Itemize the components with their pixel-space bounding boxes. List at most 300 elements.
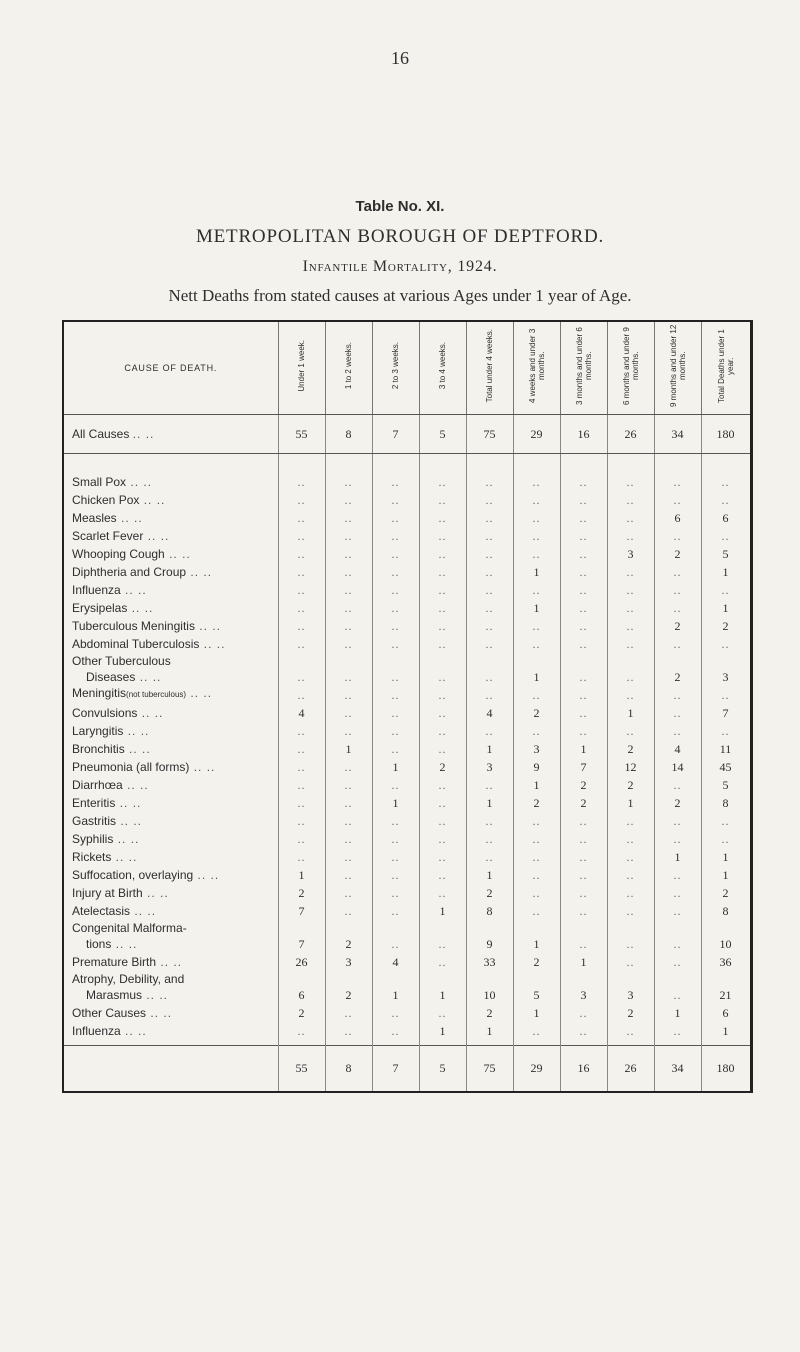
cell: 2	[560, 793, 607, 811]
cell: 2	[466, 1003, 513, 1021]
cell: ..	[372, 1003, 419, 1021]
cell: ..	[607, 847, 654, 865]
cell: 180	[701, 415, 751, 454]
cell: ..	[701, 634, 751, 652]
cell: ..	[325, 721, 372, 739]
cell: ..	[419, 580, 466, 598]
cell: ..	[701, 526, 751, 544]
table-row	[63, 865, 751, 883]
cell: ..	[325, 490, 372, 508]
cell: ..	[325, 580, 372, 598]
table-row	[63, 721, 751, 739]
cell: 1	[560, 739, 607, 757]
cell: ..	[419, 616, 466, 634]
row-label: Enteritis .. ..	[63, 793, 278, 811]
cell: ..	[466, 652, 513, 685]
cell: 12	[607, 757, 654, 775]
cell: ..	[372, 616, 419, 634]
table-row	[63, 685, 751, 703]
cell: ..	[654, 562, 701, 580]
cell: ..	[607, 829, 654, 847]
document-subtitle: Infantile Mortality, 1924.	[302, 258, 498, 275]
row-label: Abdominal Tuberculosis .. ..	[63, 634, 278, 652]
total-cell: 5	[419, 1046, 466, 1093]
cell: ..	[560, 685, 607, 703]
cell: ..	[654, 703, 701, 721]
cell: ..	[278, 652, 325, 685]
cell: 1	[278, 865, 325, 883]
cell: ..	[607, 580, 654, 598]
cell: 7	[701, 703, 751, 721]
total-cell: 180	[701, 1046, 751, 1093]
cell: ..	[654, 721, 701, 739]
row-label: Rickets .. ..	[63, 847, 278, 865]
cell: 1	[325, 739, 372, 757]
cell: ..	[372, 775, 419, 793]
row-label: Small Pox .. ..	[63, 472, 278, 490]
page-number: 16	[391, 48, 409, 68]
cell: ..	[372, 634, 419, 652]
cell: 1	[466, 793, 513, 811]
cell: ..	[513, 490, 560, 508]
cell: 3	[560, 970, 607, 1003]
row-label: Congenital Malforma- tions .. ..	[63, 919, 278, 952]
table-row	[63, 580, 751, 598]
cell: ..	[701, 829, 751, 847]
cell: ..	[560, 1003, 607, 1021]
cell: ..	[372, 865, 419, 883]
cell: 2	[560, 775, 607, 793]
cell: ..	[372, 721, 419, 739]
cell: 1	[513, 775, 560, 793]
cell: ..	[419, 562, 466, 580]
cell: ..	[419, 847, 466, 865]
cell: 2	[654, 544, 701, 562]
cell: ..	[372, 739, 419, 757]
cell: ..	[701, 472, 751, 490]
cell: ..	[654, 919, 701, 952]
table-row	[63, 526, 751, 544]
cell: 5	[513, 970, 560, 1003]
cell: ..	[654, 901, 701, 919]
cell: ..	[466, 847, 513, 865]
cell: ..	[372, 598, 419, 616]
cell: ..	[325, 811, 372, 829]
row-label: Syphilis .. ..	[63, 829, 278, 847]
cell: ..	[513, 685, 560, 703]
cell: ..	[654, 526, 701, 544]
cell: ..	[560, 544, 607, 562]
cell: ..	[278, 562, 325, 580]
total-cell: 26	[607, 1046, 654, 1093]
cell: ..	[513, 1021, 560, 1039]
row-label: Diphtheria and Croup .. ..	[63, 562, 278, 580]
cell: ..	[560, 1021, 607, 1039]
cell: ..	[419, 775, 466, 793]
cell: ..	[419, 793, 466, 811]
cell: 2	[701, 616, 751, 634]
cell: ..	[325, 1003, 372, 1021]
cell: ..	[325, 1021, 372, 1039]
cell: 2	[513, 793, 560, 811]
cell: 5	[419, 415, 466, 454]
cell: ..	[607, 952, 654, 970]
cell: 3	[466, 757, 513, 775]
row-label: Influenza .. ..	[63, 1021, 278, 1039]
table-row	[63, 472, 751, 490]
cell: ..	[278, 829, 325, 847]
cell: ..	[654, 580, 701, 598]
column-header: 3 months and under 6 months.	[560, 321, 607, 415]
cell: ..	[560, 721, 607, 739]
cell: 2	[607, 739, 654, 757]
cell: ..	[466, 580, 513, 598]
cell: 8	[325, 415, 372, 454]
cell: 2	[513, 952, 560, 970]
cell: ..	[701, 685, 751, 703]
cell: ..	[513, 865, 560, 883]
cell: ..	[325, 703, 372, 721]
table-row	[63, 793, 751, 811]
cell: ..	[419, 598, 466, 616]
cell: ..	[419, 508, 466, 526]
column-header: 2 to 3 weeks.	[372, 321, 419, 415]
cell: ..	[419, 544, 466, 562]
cell: 2	[419, 757, 466, 775]
cell: ..	[372, 883, 419, 901]
table-row	[63, 919, 751, 952]
cell: ..	[325, 544, 372, 562]
cell: ..	[372, 685, 419, 703]
cell: 14	[654, 757, 701, 775]
column-header: Under 1 week.	[278, 321, 325, 415]
cell: ..	[513, 472, 560, 490]
table-row	[63, 970, 751, 1003]
cell: 2	[654, 793, 701, 811]
cell: ..	[278, 508, 325, 526]
cell: 2	[654, 652, 701, 685]
cell: ..	[513, 901, 560, 919]
cell: ..	[654, 970, 701, 1003]
cell: 2	[325, 970, 372, 1003]
cell: ..	[466, 685, 513, 703]
cell: 2	[701, 883, 751, 901]
cell: ..	[654, 490, 701, 508]
cell: ..	[701, 580, 751, 598]
cell: ..	[654, 685, 701, 703]
total-cell: 34	[654, 1046, 701, 1093]
all-causes-row	[63, 415, 751, 454]
cell: 1	[560, 952, 607, 970]
row-label: Atrophy, Debility, and Marasmus .. ..	[63, 970, 278, 1003]
cell: ..	[560, 598, 607, 616]
cell: 2	[654, 616, 701, 634]
table-row	[63, 901, 751, 919]
cell: 1	[419, 901, 466, 919]
cell: 2	[278, 1003, 325, 1021]
table-row	[63, 490, 751, 508]
cell: ..	[325, 508, 372, 526]
cell: 6	[701, 508, 751, 526]
table-row	[63, 544, 751, 562]
cell: ..	[325, 847, 372, 865]
cell: ..	[466, 598, 513, 616]
cell: 1	[654, 1003, 701, 1021]
cell: ..	[278, 490, 325, 508]
cell: ..	[560, 811, 607, 829]
cell: ..	[607, 508, 654, 526]
cell: 7	[372, 415, 419, 454]
column-header-cause: CAUSE OF DEATH.	[63, 321, 278, 415]
cell: 2	[278, 883, 325, 901]
cell: ..	[513, 526, 560, 544]
spacer-row	[63, 454, 751, 473]
cell: ..	[419, 952, 466, 970]
table-row	[63, 757, 751, 775]
cell: ..	[607, 490, 654, 508]
cell: ..	[701, 811, 751, 829]
row-label: Other Causes .. ..	[63, 1003, 278, 1021]
table-row	[63, 811, 751, 829]
table-description: Nett Deaths from stated causes at various Ages under 1 year of Age.	[168, 286, 632, 305]
cell: ..	[419, 490, 466, 508]
cell: ..	[513, 544, 560, 562]
cell: 6	[701, 1003, 751, 1021]
cell: ..	[325, 901, 372, 919]
cell: ..	[278, 793, 325, 811]
cell: ..	[325, 865, 372, 883]
cell: ..	[607, 562, 654, 580]
cell: ..	[278, 526, 325, 544]
cell: ..	[372, 544, 419, 562]
cell: 29	[513, 415, 560, 454]
cell: ..	[466, 811, 513, 829]
cell: ..	[278, 472, 325, 490]
cell: ..	[560, 919, 607, 952]
cell: ..	[466, 490, 513, 508]
cell: 9	[513, 757, 560, 775]
cell: 1	[419, 1021, 466, 1039]
cell: ..	[278, 721, 325, 739]
cell: ..	[372, 472, 419, 490]
cell: 1	[513, 652, 560, 685]
cell: ..	[278, 598, 325, 616]
cell: ..	[278, 580, 325, 598]
header-row	[63, 321, 751, 415]
column-header: 4 weeks and under 3 months.	[513, 321, 560, 415]
cell: ..	[513, 721, 560, 739]
cell: ..	[654, 598, 701, 616]
row-label: Atelectasis .. ..	[63, 901, 278, 919]
table-row	[63, 616, 751, 634]
column-header: 6 months and under 9 months.	[607, 321, 654, 415]
table-row	[63, 775, 751, 793]
row-label: Measles .. ..	[63, 508, 278, 526]
cell: 26	[607, 415, 654, 454]
table-row	[63, 1021, 751, 1039]
cell: 6	[278, 970, 325, 1003]
cell: 34	[654, 415, 701, 454]
cell: ..	[466, 616, 513, 634]
cell: 4	[466, 703, 513, 721]
cell: 1	[419, 970, 466, 1003]
cell: ..	[372, 490, 419, 508]
cell: 3	[607, 970, 654, 1003]
table-row	[63, 1003, 751, 1021]
cell: ..	[466, 472, 513, 490]
cell: 8	[466, 901, 513, 919]
cell: 1	[701, 598, 751, 616]
total-cell: 8	[325, 1046, 372, 1093]
cell: 1	[701, 1021, 751, 1039]
cell: ..	[466, 526, 513, 544]
cell: 8	[701, 901, 751, 919]
cell: ..	[607, 811, 654, 829]
cell: ..	[325, 472, 372, 490]
cell: ..	[372, 526, 419, 544]
cell: ..	[607, 598, 654, 616]
cell: ..	[607, 616, 654, 634]
cell: ..	[560, 616, 607, 634]
cell: ..	[372, 847, 419, 865]
cell: 1	[466, 865, 513, 883]
cell: 21	[701, 970, 751, 1003]
cell: ..	[419, 685, 466, 703]
cell: ..	[607, 919, 654, 952]
cell: 2	[607, 1003, 654, 1021]
cell: ..	[607, 526, 654, 544]
cell: ..	[419, 634, 466, 652]
cell: 1	[607, 703, 654, 721]
total-cell: 75	[466, 1046, 513, 1093]
cell: ..	[607, 1021, 654, 1039]
row-label: Premature Birth .. ..	[63, 952, 278, 970]
cell: ..	[654, 811, 701, 829]
column-header: Total under 4 weeks.	[466, 321, 513, 415]
cell: ..	[325, 634, 372, 652]
row-label: All Causes .. ..	[63, 415, 278, 454]
cell: ..	[513, 634, 560, 652]
cell: ..	[513, 508, 560, 526]
cell: ..	[513, 883, 560, 901]
cell: 9	[466, 919, 513, 952]
table-row	[63, 703, 751, 721]
cell: ..	[278, 757, 325, 775]
mortality-table	[62, 320, 753, 1093]
row-label: Laryngitis .. ..	[63, 721, 278, 739]
cell: 1	[513, 598, 560, 616]
cell: ..	[607, 865, 654, 883]
cell: ..	[513, 616, 560, 634]
totals-row	[63, 1046, 751, 1093]
totals-label	[63, 1046, 278, 1093]
cell: 1	[701, 847, 751, 865]
cell: ..	[560, 562, 607, 580]
total-cell: 29	[513, 1046, 560, 1093]
table-row	[63, 739, 751, 757]
cell: ..	[419, 739, 466, 757]
total-cell: 16	[560, 1046, 607, 1093]
cell: ..	[560, 490, 607, 508]
cell: 1	[607, 793, 654, 811]
cell: ..	[513, 829, 560, 847]
cell: 8	[701, 793, 751, 811]
table-row	[63, 634, 751, 652]
cell: ..	[325, 883, 372, 901]
cell: ..	[513, 847, 560, 865]
cell: 1	[701, 865, 751, 883]
cell: 26	[278, 952, 325, 970]
cell: 11	[701, 739, 751, 757]
cell: ..	[325, 793, 372, 811]
cell: 5	[701, 544, 751, 562]
cell: ..	[607, 652, 654, 685]
cell: ..	[419, 721, 466, 739]
cell: 7	[278, 901, 325, 919]
cell: ..	[560, 901, 607, 919]
cell: 3	[513, 739, 560, 757]
row-label: Chicken Pox .. ..	[63, 490, 278, 508]
cell: ..	[278, 739, 325, 757]
cell: ..	[560, 652, 607, 685]
column-header: 9 months and under 12 months.	[654, 321, 701, 415]
cell: 36	[701, 952, 751, 970]
cell: ..	[372, 901, 419, 919]
row-label: Tuberculous Meningitis .. ..	[63, 616, 278, 634]
row-label: Suffocation, overlaying .. ..	[63, 865, 278, 883]
table-body	[63, 415, 751, 1093]
row-label: Injury at Birth .. ..	[63, 883, 278, 901]
cell: ..	[372, 508, 419, 526]
cell: ..	[419, 919, 466, 952]
cell: ..	[278, 685, 325, 703]
cell: ..	[325, 526, 372, 544]
row-label: Pneumonia (all forms) .. ..	[63, 757, 278, 775]
cell: ..	[560, 526, 607, 544]
cell: ..	[419, 652, 466, 685]
column-header: Total Deaths under 1 year.	[701, 321, 751, 415]
cell: 55	[278, 415, 325, 454]
row-label: Meningitis(not tuberculous) .. ..	[63, 685, 278, 703]
cell: ..	[372, 1021, 419, 1039]
cell: ..	[560, 865, 607, 883]
cell: 16	[560, 415, 607, 454]
cell: ..	[466, 721, 513, 739]
cell: 4	[372, 952, 419, 970]
table-row	[63, 883, 751, 901]
cell: ..	[654, 634, 701, 652]
cell: 2	[513, 703, 560, 721]
cell: 10	[701, 919, 751, 952]
cell: ..	[419, 829, 466, 847]
cell: 7	[278, 919, 325, 952]
cell: ..	[560, 580, 607, 598]
cell: ..	[419, 1003, 466, 1021]
row-label: Diarrhœa .. ..	[63, 775, 278, 793]
cell: ..	[607, 685, 654, 703]
cell: 5	[701, 775, 751, 793]
cell: ..	[419, 526, 466, 544]
cell: 2	[607, 775, 654, 793]
cell: ..	[372, 829, 419, 847]
cell: ..	[278, 847, 325, 865]
cell: 1	[513, 562, 560, 580]
cell: 3	[325, 952, 372, 970]
table-number: Table No. XI.	[355, 198, 445, 215]
cell: ..	[325, 616, 372, 634]
cell: ..	[325, 829, 372, 847]
cell: ..	[513, 580, 560, 598]
